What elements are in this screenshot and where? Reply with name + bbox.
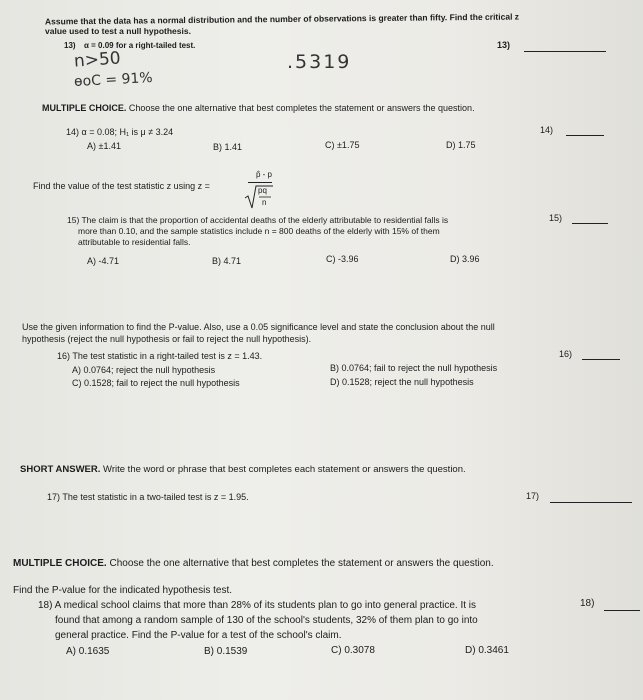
q16-option-a[interactable]: A) 0.0764; reject the null hypothesis [72,365,216,375]
q15-line-1: 15) The claim is that the proportion of accidental deaths of the elderly attributable to residential falls is [67,215,449,225]
q14-answer-number: 14) [540,125,554,135]
intro-line-2: value used to test a null hypothesis. [45,26,191,36]
q13-answer-number: 13) [497,40,511,50]
q18-option-d[interactable]: D) 0.3461 [465,645,509,656]
section2-header [20,464,466,475]
q17-answer-blank[interactable] [550,502,632,503]
q16-option-b[interactable]: B) 0.0764; fail to reject the null hypothesis [330,363,498,373]
formula-text: Find the value of the test statistic z using z = [33,181,210,191]
q15-line-3: attributable to residential falls. [78,237,191,247]
pvalue-intro-line-1: Use the given information to find the P-value. Also, use a 0.05 significance level and state the conclusion about the null [22,322,495,332]
q15-option-d[interactable]: D) 3.96 [450,254,480,264]
formula-den-bottom: n [262,198,267,207]
section3-header [13,558,494,569]
q18-line-3: general practice. Find the P-value for a test of the school's claim. [55,630,342,641]
q16-option-c[interactable]: C) 0.1528; fail to reject the null hypothesis [72,378,240,388]
q15-line-2: more than 0.10, and the sample statistics include n = 800 deaths of the elderly with 15% of them [78,226,440,236]
q18-answer-blank[interactable] [604,610,640,611]
q16-option-d[interactable]: D) 0.1528; reject the null hypothesis [330,377,474,387]
section1-instructions: Choose the one alternative that best completes the statement or answers the question. [128,103,475,113]
q18-option-a[interactable]: A) 0.1635 [66,646,110,657]
q14-text: 14) α = 0.08; H₁ is μ ≠ 3.24 [66,127,174,137]
pvalue-intro-line-2: hypothesis (reject the null hypothesis or fail to reject the null hypothesis). [22,334,312,344]
q14-option-a[interactable]: A) ±1.41 [87,141,121,151]
q16-answer-blank[interactable] [582,359,620,360]
q16-text: 16) The test statistic in a right-tailed test is z = 1.43. [57,351,263,361]
q18-option-b[interactable]: B) 0.1539 [204,646,248,657]
q18-line-1: 18) A medical school claims that more than 28% of its students plan to go into general practice. It is [38,600,477,611]
q16-answer-number: 16) [559,349,573,359]
q15-option-c[interactable]: C) -3.96 [326,254,359,264]
q14-answer-blank[interactable] [566,135,604,136]
q18-answer-number: 18) [580,598,595,609]
section3-instructions: Choose the one alternative that best completes the statement or answers the question. [109,558,494,569]
section1-header [42,103,475,113]
q13-number: 13) [64,41,76,50]
q15-option-b[interactable]: B) 4.71 [212,256,242,266]
handwritten-confidence: ɵoC = 91% [73,69,154,91]
q14-option-b[interactable]: B) 1.41 [213,142,243,152]
q18-option-c[interactable]: C) 0.3078 [331,645,375,656]
section3-heading: MULTIPLE CHOICE. [13,558,107,569]
formula-fraction-bar [248,182,272,183]
q14-option-d[interactable]: D) 1.75 [446,140,476,150]
handwritten-answer: .5319 [287,51,352,73]
q14-option-c[interactable]: C) ±1.75 [325,140,360,150]
pvalue-heading: Find the P-value for the indicated hypothesis test. [13,585,233,596]
formula-den-top: pq [258,186,267,195]
section2-heading: SHORT ANSWER. [20,464,101,475]
q17-answer-number: 17) [526,491,540,501]
q15-option-a[interactable]: A) -4.71 [87,256,120,266]
handwritten-n-condition: n>50 [73,48,122,72]
q13-text: α = 0.09 for a right-tailed test. [84,41,196,50]
q18-line-2: found that among a random sample of 130 of the school's students, 32% of them plan to go into [55,615,478,626]
q17-text: 17) The test statistic in a two-tailed test is z = 1.95. [47,492,249,502]
q13-answer-blank[interactable] [524,51,606,52]
q15-answer-number: 15) [549,213,563,223]
section2-instructions: Write the word or phrase that best completes each statement or answers the question. [103,464,466,475]
q15-answer-blank[interactable] [572,223,608,224]
formula-numerator: p̂ - p [256,170,273,179]
section1-heading: MULTIPLE CHOICE. [42,103,127,113]
intro-line-1: Assume that the data has a normal distribution and the number of observations is greater than fifty. Find the critical z [44,11,520,27]
